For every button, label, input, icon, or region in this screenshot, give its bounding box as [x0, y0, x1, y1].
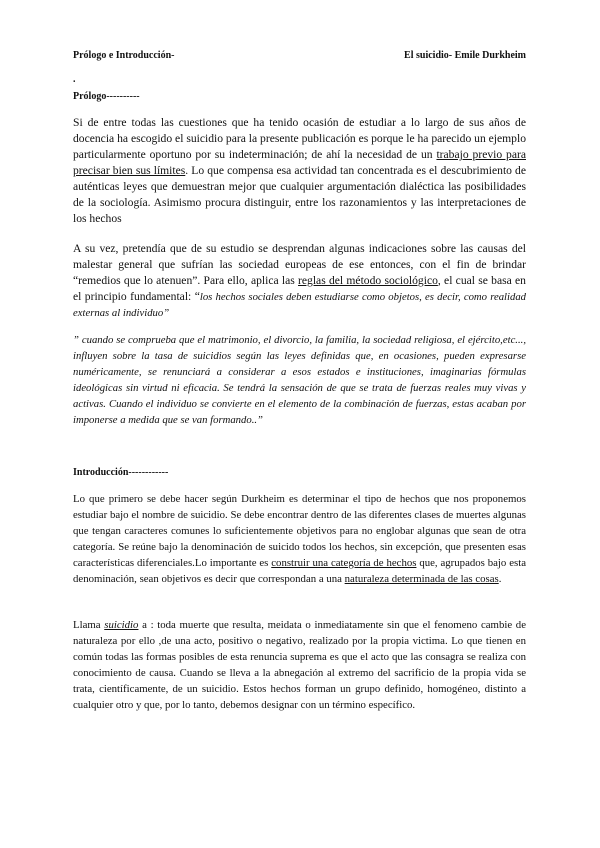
text-run: que, agrupados bajo esta denominación, sean objetivos es decir que correspondan a una [73, 557, 526, 585]
text-run: a : toda muerte que resulta, meidata o inmediatamente sin que el fenomeno cambie de naturaleza por ello ,de una acto, positivo o negativo, realizado por la propia victima. Lo que tienen en común todas las formas posibles de esta renuncia suprema es que el acto que las consagra se realiza con conocimiento de causa. Cuando se lleva a la abnegación al extremo del sacrificio de la propia vida se trata, científicamente, de un suicidio. Estos hechos forman un grupo definido, homogéneo, distinto a cualquier otro y que, por lo tanto, debemos designar con un término específico. [73, 619, 526, 711]
text-run: A su vez, pretendía que de su estudio se desprendan algunas indicaciones sobre las causas del malestar general que sufrían las sociedad europeas de ese entonces, con el fin de brindar “remedios que lo atenuen”. Para ello, aplica las [73, 242, 526, 287]
underlined-text: reglas del método sociológico [298, 274, 438, 287]
stray-dot: . [73, 74, 76, 85]
intro-paragraph-1 [73, 491, 526, 587]
document-page [73, 0, 526, 848]
intro-paragraph-2 [73, 617, 526, 713]
underlined-text: trabajo previo para precisar bien sus límites [73, 148, 526, 177]
text-run: . Lo que compensa esa actividad tan concentrada es el descubrimiento de auténticas leyes que demuestran mejor que cualquier argumentación dialéctica las posibilidades de la sociología. Asimismo procura distinguir, entre los razonamientos y las interpretaciones de los hechos [73, 164, 526, 225]
italic-quote: los hechos sociales deben estudiarse como objetos, es decir, como realidad externas al individuo” [73, 291, 527, 319]
text-run: Lo que primero se debe hacer según Durkheim es determinar el tipo de hechos que nos proponemos estudiar bajo el nombre de suicidio. Se debe encontrar dentro de las diferentes clases de muertes algunas que tengan caracteres comunes lo suficientemente objetivos para no englobar algunas que sean de otra categoría. Se reúne bajo la denominación de suicido todos los hechos, sin excepción, que presenten esas características diferenciales.Lo importante es [73, 493, 526, 569]
italic-term: suicidio [104, 619, 139, 631]
text-run: . [498, 573, 502, 585]
prologue-heading: Prólogo---------- [73, 91, 140, 102]
text-run: , el cual se basa en el principio fundamental: “ [73, 274, 526, 303]
prologue-paragraph-2 [73, 241, 526, 321]
header-left-title: Prólogo e Introducción- [73, 50, 175, 61]
intro-heading: Introducción------------ [73, 467, 169, 478]
prologue-paragraph-1 [73, 115, 526, 227]
underlined-text: construir una categoría de hechos [271, 557, 417, 569]
underlined-text: naturaleza determinada de las cosas [344, 573, 499, 585]
text-run: Llama [73, 619, 105, 631]
underlined-italic-text [104, 619, 138, 631]
header-right-title: El suicidio- Emile Durkheim [404, 50, 526, 61]
text-run: Si de entre todas las cuestiones que ha tenido ocasión de estudiar a lo largo de sus años de docencia ha escogido el suicidio para la presente publicación es porque le ha parecido un ejemplo particularmente oportuno por su indeterminación; de ahí la necesidad de un [73, 116, 526, 161]
prologue-quote-paragraph: ” cuando se comprueba que el matrimonio, el divorcio, la familia, la sociedad religiosa, el ejército,etc..., influyen sobre la tasa de suicidios según las leyes definidas que, en ocasiones, pueden expresarse numéricamente, se renunciará a considerar a esos estados e instituciones, imaginarias fórmulas ideológicas sin virtud ni eficacia. Se tendrá la sensación de que se trata de fuerzas reales muy vivas y activas. Cuando el individuo se convierte en el elemento de la combinación de fuerzas, estas acaban por imponerse a medida que se van formando..” [73, 334, 526, 426]
